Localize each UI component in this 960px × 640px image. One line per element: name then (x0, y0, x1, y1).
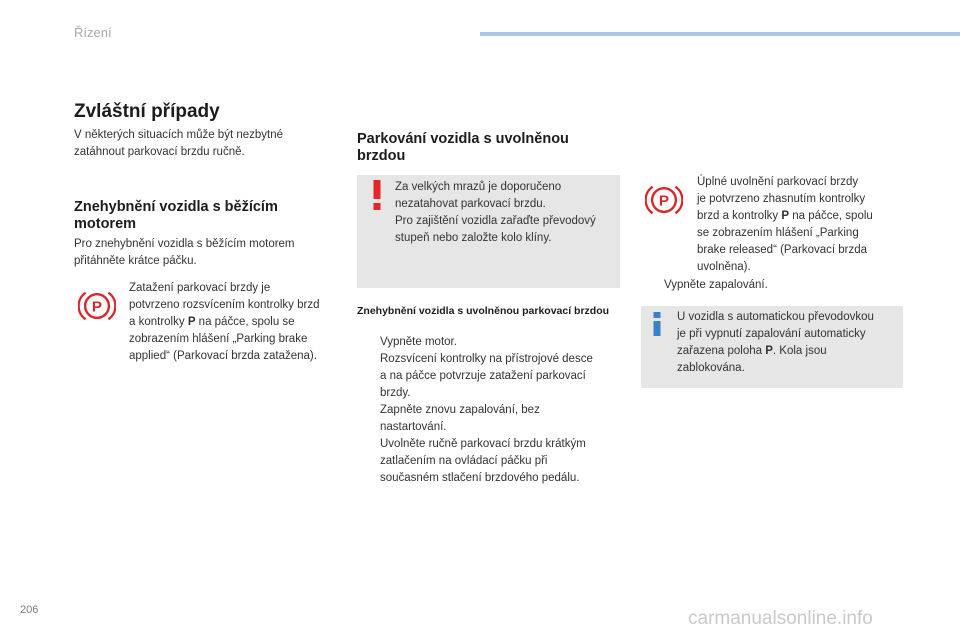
svg-text:P: P (91, 298, 103, 316)
list-item: Uvolněte ručně parkovací brzdu krátkým zatlačením na ovládací páčku při současném stlačení brzdového pedálu. (380, 438, 586, 484)
info-text: U vozidla s automatickou převodovkou je při vypnutí zapalování automaticky zařazena poloha P. Kola jsou zablokována. (677, 311, 874, 374)
page-number: 206 (20, 604, 39, 616)
brake-released-text: Úplné uvolnění parkovací brzdy je potvrzeno zhasnutím kontrolky brzd a kontrolky P na páčce, spolu se zobrazením hlášení „Parking brake released“ (Parkovací brzda uvolněna). (697, 176, 873, 273)
svg-text:P: P (658, 192, 670, 210)
header-bar (480, 32, 960, 36)
parking-brake-p-icon (78, 287, 116, 325)
brake-applied-text: Zatažení parkovací brzdy je potvrzeno rozsvícením kontrolky brzd a kontrolky P na páčce, spolu se zobrazením hlášení „Parking brake applied“ (Parkovací brzda zatažena). (129, 282, 320, 362)
intro-text: V některých situacích může být nezbytné zatáhnout parkovací brzdu ručně. (74, 129, 284, 158)
watermark: carmanualsonline.info (688, 608, 873, 629)
list-item: Zapněte znovu zapalování, bez nastartování. (380, 404, 540, 433)
running-engine-heading: Znehybnění vozidla s běžícím motorem (74, 199, 278, 232)
warning-text: Za velkých mrazů je doporučeno nezatahovat parkovací brzdu. Pro zajištění vozidla zařaďte převodový stupeň nebo založte kolo klíny. (395, 181, 596, 244)
parking-brake-p-icon (645, 181, 683, 219)
exclamation-icon (370, 180, 384, 210)
running-engine-text: Pro znehybnění vozidla s běžícím motorem přitáhněte krátce páčku. (74, 238, 295, 267)
released-brake-steps (357, 334, 622, 487)
section-label: Řízení (74, 25, 112, 40)
released-brake-subheading: Znehybnění vozidla s uvolněnou parkovací brzdou (357, 305, 610, 317)
list-item: Vypněte zapalování. (664, 279, 768, 291)
released-brake-heading: Parkování vozidla s uvolněnou brzdou (357, 131, 569, 164)
ignition-step (641, 277, 903, 294)
info-icon (653, 312, 661, 336)
list-item: Vypněte motor. Rozsvícení kontrolky na přístrojové desce a na páčce potvrzuje zatažení parkovací brzdy. (380, 336, 593, 399)
main-heading: Zvláštní případy (74, 101, 220, 122)
